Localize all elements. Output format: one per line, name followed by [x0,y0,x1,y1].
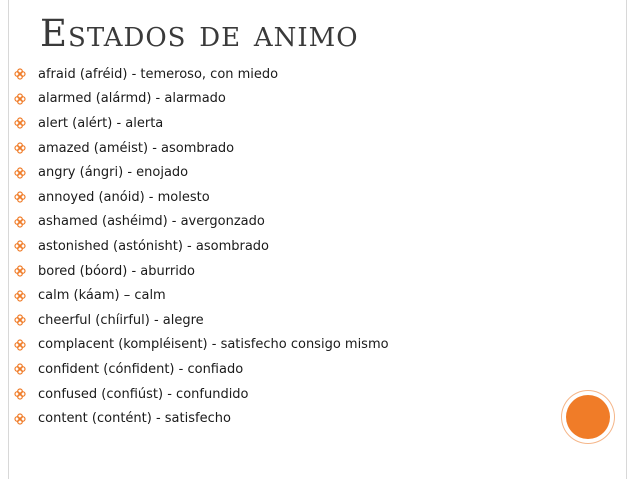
bullet-text: afraid (afréid) - temeroso, con miedo [38,66,279,82]
clover-bullet-icon [14,388,26,400]
bullet-item [14,259,389,284]
bullet-text: cheerful (chíirful) - alegre [38,312,204,328]
clover-bullet-icon [14,117,26,129]
slide-title: Estados de animo [40,12,359,55]
clover-bullet-icon [14,68,26,80]
clover-bullet-icon [14,363,26,375]
bullet-text: bored (bóord) - aburrido [38,263,196,279]
clover-bullet-icon [14,339,26,351]
bullet-text: astonished (astónisht) - asombrado [38,238,270,254]
clover-bullet-icon [14,191,26,203]
clover-bullet-icon [14,216,26,228]
bullet-text: amazed (améist) - asombrado [38,140,235,156]
clover-bullet-icon [14,265,26,277]
clover-bullet-icon [14,290,26,302]
bullet-item [14,87,389,112]
clover-bullet-icon [14,413,26,425]
bullet-item [14,185,389,210]
bullet-item [14,308,389,333]
bullet-text: angry (ángri) - enojado [38,165,189,181]
bullet-text: complacent (kompléisent) - satisfecho consigo mismo [38,337,389,353]
clover-bullet-icon [14,142,26,154]
clover-bullet-icon [14,93,26,105]
bullet-item [14,333,389,358]
bullet-text: confident (cónfident) - confiado [38,361,244,377]
clover-bullet-icon [14,167,26,179]
bullet-item [14,111,389,136]
orange-circle-decoration [566,395,610,439]
bullet-text: ashamed (ashéimd) - avergonzado [38,214,265,230]
right-frame-line [626,0,627,479]
bullet-item [14,210,389,235]
bullet-item [14,283,389,308]
clover-bullet-icon [14,314,26,326]
bullet-item [14,234,389,259]
bullet-item [14,357,389,382]
bullet-item [14,136,389,161]
bullet-text: content (contént) - satisfecho [38,411,231,427]
bullet-item [14,406,389,431]
bullet-text: alert (alért) - alerta [38,115,164,131]
bullet-item [14,382,389,407]
bullet-text: annoyed (anóid) - molesto [38,189,210,205]
left-frame-line [8,0,9,479]
bullet-text: confused (confiúst) - confundido [38,386,249,402]
bullet-item [14,160,389,185]
bullet-text: alarmed (alármd) - alarmado [38,91,226,107]
clover-bullet-icon [14,240,26,252]
bullet-item [14,62,389,87]
bullet-list [14,62,389,431]
bullet-text: calm (káam) – calm [38,288,166,304]
